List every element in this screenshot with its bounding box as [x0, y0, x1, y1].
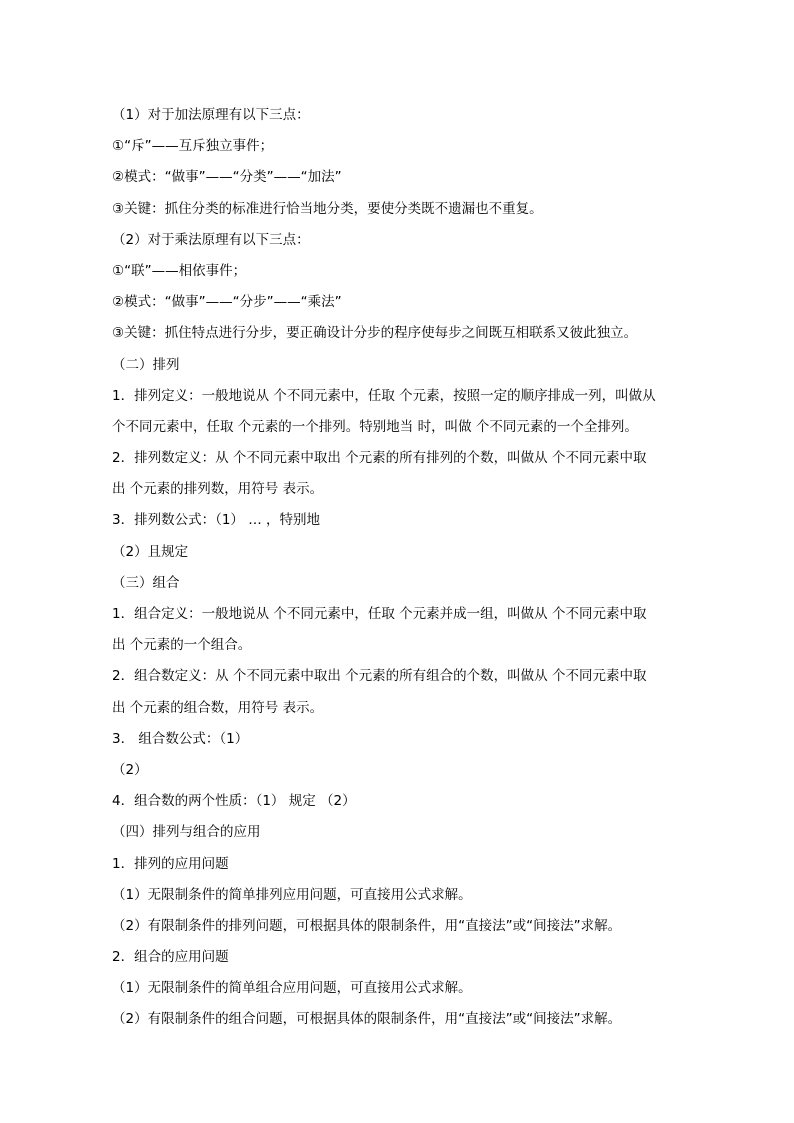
- text-line: ③关键：抓住特点进行分步，要正确设计分步的程序使每步之间既互相联系又彼此独立。: [112, 325, 638, 342]
- text-line: 2．组合数定义：从 个不同元素中取出 个元素的所有组合的个数，叫做从 个不同元素中取: [112, 668, 647, 685]
- text-line: 3． 组合数公式：（1）: [112, 730, 249, 747]
- text-line: ②模式：“做事”——“分步”——“乘法”: [112, 294, 342, 311]
- text-line: 1．排列的应用问题: [112, 855, 229, 872]
- text-line: 出 个元素的一个组合。: [112, 637, 252, 654]
- text-line: 1．排列定义：一般地说从 个不同元素中，任取 个元素，按照一定的顺序排成一列，叫做从: [112, 387, 656, 404]
- text-line: （1）对于加法原理有以下三点：: [112, 107, 310, 123]
- text-line: 3．排列数公式：（1） … ，特别地: [112, 512, 321, 529]
- text-line: （2）: [112, 761, 148, 778]
- text-line: （1）无限制条件的简单排列应用问题，可直接用公式求解。: [112, 886, 472, 903]
- section-heading: （二）排列: [112, 356, 180, 373]
- text-line: （2）对于乘法原理有以下三点：: [112, 231, 310, 248]
- text-line: （2）且规定: [112, 543, 189, 560]
- document-body: [112, 100, 687, 1036]
- section-heading: （三）组合: [112, 574, 180, 591]
- text-line: 出 个元素的排列数，用符号 表示。: [112, 481, 324, 498]
- text-line: （1）无限制条件的简单组合应用问题，可直接用公式求解。: [112, 980, 472, 997]
- text-line: （2）有限制条件的排列问题，可根据具体的限制条件，用“直接法”或“间接法”求解。: [112, 917, 622, 934]
- text-line: 个不同元素中，任取 个元素的一个排列。特别地当 时，叫做 个不同元素的一个全排列。: [112, 418, 638, 435]
- text-line: 2．组合的应用问题: [112, 949, 229, 966]
- text-line: 出 个元素的组合数，用符号 表示。: [112, 699, 324, 716]
- text-line: ①“联”——相依事件；: [112, 262, 247, 279]
- text-line: ③关键：抓住分类的标准进行恰当地分类，要使分类既不遗漏也不重复。: [112, 200, 543, 217]
- text-line: 2．排列数定义：从 个不同元素中取出 个元素的所有排列的个数，叫做从 个不同元素中取: [112, 450, 647, 467]
- section-heading: （四）排列与组合的应用: [112, 824, 261, 841]
- text-line: 1．组合定义：一般地说从 个不同元素中，任取 个元素并成一组，叫做从 个不同元素中取: [112, 606, 647, 622]
- text-line: ①“斥”——互斥独立事件；: [112, 138, 274, 155]
- text-line: （2）有限制条件的组合问题，可根据具体的限制条件，用“直接法”或“间接法”求解。: [112, 1011, 622, 1028]
- text-line: 4．组合数的两个性质：（1） 规定 （2）: [112, 793, 356, 810]
- text-line: ②模式：“做事”——“分类”——“加法”: [112, 169, 342, 186]
